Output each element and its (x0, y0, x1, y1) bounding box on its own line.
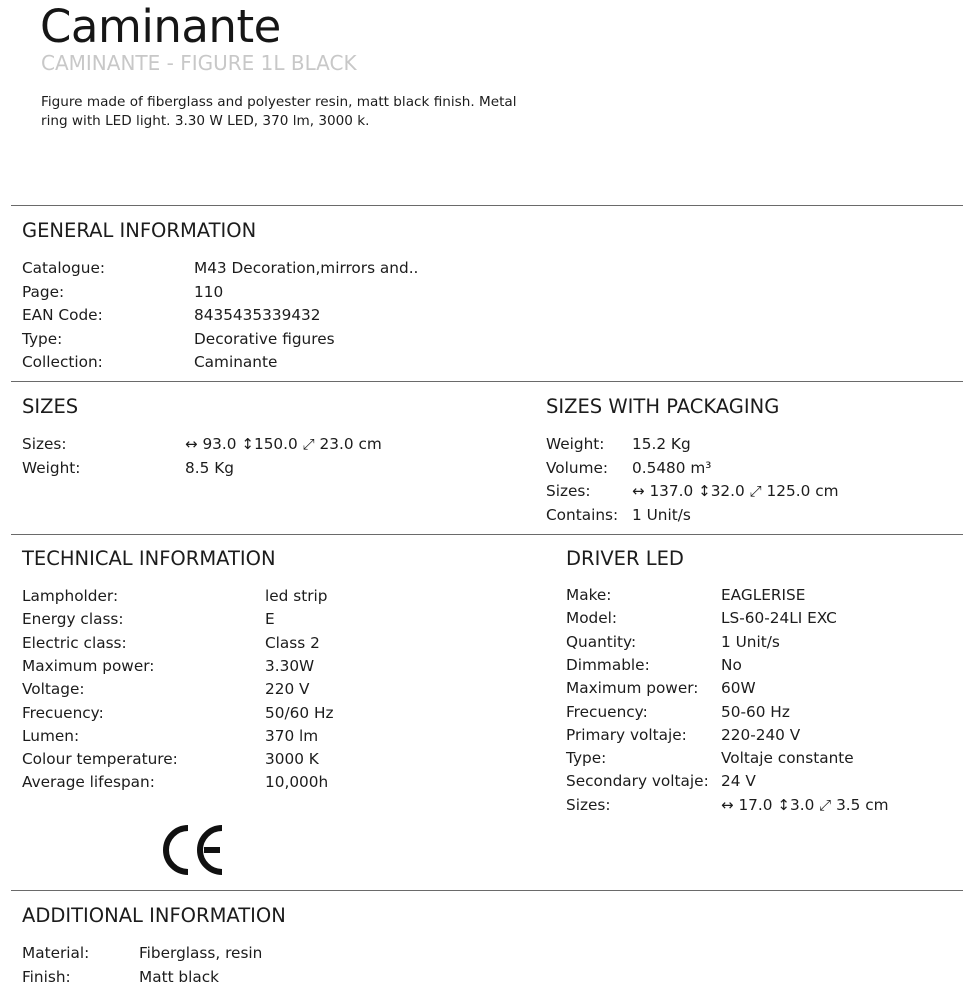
section-divider (11, 205, 963, 206)
page-title: Caminante (40, 0, 281, 53)
info-row (566, 631, 780, 654)
unit-label: cm (865, 795, 889, 814)
unit-label: cm (815, 482, 839, 500)
info-row (22, 304, 321, 327)
driver-led-heading: DRIVER LED (566, 547, 684, 570)
info-label: Make: (566, 586, 612, 604)
width-value: 17.0 (738, 795, 773, 814)
info-row (22, 281, 223, 304)
info-value: 3000 K (265, 750, 319, 769)
info-label: Average lifespan: (22, 773, 155, 792)
info-value: 60W (721, 679, 756, 698)
dimensions-value (632, 480, 839, 503)
info-label: Maximum power: (22, 656, 155, 675)
info-label: Page: (22, 282, 65, 301)
info-label: Material: (22, 944, 90, 962)
info-value: 110 (194, 282, 224, 301)
info-value: 8.5 Kg (185, 458, 234, 477)
info-row (546, 457, 711, 480)
general-information-heading: GENERAL INFORMATION (22, 219, 257, 242)
info-value: M43 Decoration,mirrors and.. (194, 259, 419, 277)
info-value: led strip (265, 587, 328, 605)
info-label: Voltage: (22, 680, 85, 699)
info-row (566, 701, 790, 724)
info-value: 3.30W (265, 656, 315, 675)
info-label: Sizes: (566, 795, 611, 814)
product-subtitle: CAMINANTE - FIGURE 1L BLACK (41, 51, 357, 75)
info-row (566, 607, 837, 630)
info-label: Contains: (546, 505, 619, 524)
product-description: Figure made of fiberglass and polyester resin, matt black finish. Metal ring with LED light. 3.30 W LED, 370 lm, 3000 k. (41, 94, 517, 129)
info-row (22, 655, 314, 678)
info-value: 8435435339432 (194, 306, 321, 324)
dimensions-value (721, 794, 889, 817)
info-label: Quantity: (566, 632, 637, 651)
info-row (566, 724, 800, 747)
info-row (566, 677, 756, 700)
height-icon: ↕ (241, 435, 254, 453)
depth-value: 3.5 (836, 795, 861, 814)
width-icon: ↔ (185, 435, 198, 453)
info-value: Decorative figures (194, 329, 335, 348)
info-value: 50-60 Hz (721, 702, 790, 721)
info-row (22, 966, 219, 989)
info-value: 50/60 Hz (265, 703, 334, 722)
width-icon: ↔ (721, 795, 734, 814)
info-row (546, 504, 691, 527)
info-label: Maximum power: (566, 679, 699, 698)
section-divider (11, 534, 963, 535)
depth-icon: ⤢ (302, 435, 315, 453)
info-row (22, 328, 335, 351)
depth-icon: ⤢ (819, 795, 832, 814)
info-value: 220-240 V (721, 725, 801, 744)
section-divider (11, 890, 963, 891)
info-label: Type: (22, 329, 63, 348)
info-label: Model: (566, 609, 618, 628)
info-label: Frecuency: (22, 703, 104, 722)
info-label: Collection: (22, 353, 103, 371)
info-value: Fiberglass, resin (139, 944, 263, 962)
info-row (22, 678, 310, 701)
info-label: Secondary voltaje: (566, 772, 709, 791)
info-value: 1 Unit/s (721, 632, 780, 651)
info-label: Primary voltaje: (566, 725, 687, 744)
height-icon: ↕ (698, 482, 711, 500)
info-label: Type: (566, 749, 607, 768)
unit-label: cm (358, 435, 382, 453)
info-row (22, 942, 262, 965)
info-label: Finish: (22, 967, 71, 986)
info-value: Voltaje constante (721, 749, 854, 768)
info-label: Volume: (546, 458, 609, 477)
info-value: 1 Unit/s (632, 505, 691, 524)
height-value: 150.0 (253, 435, 298, 453)
info-label: Catalogue: (22, 259, 106, 277)
info-row (546, 433, 691, 456)
info-value: EAGLERISE (721, 586, 806, 604)
info-value: Caminante (194, 353, 278, 371)
info-value: Class 2 (265, 633, 320, 652)
info-row (22, 433, 382, 456)
info-row (566, 747, 854, 770)
info-row (22, 771, 328, 794)
info-value: E (265, 610, 275, 629)
dimensions-value (185, 433, 382, 456)
info-label: Colour temperature: (22, 750, 178, 769)
info-label: Weight: (22, 458, 81, 477)
height-value: 32.0 (710, 482, 745, 500)
info-label: Sizes: (546, 482, 591, 500)
info-label: Lampholder: (22, 587, 119, 605)
additional-information-heading: ADDITIONAL INFORMATION (22, 904, 286, 927)
depth-value: 23.0 (319, 435, 354, 453)
ce-mark-icon (158, 822, 228, 878)
info-value: Matt black (139, 967, 220, 986)
info-value: LS-60-24LI EXC (721, 609, 837, 628)
info-value: 0.5480 m³ (632, 458, 712, 477)
info-label: Energy class: (22, 610, 124, 629)
info-value: 24 V (721, 772, 756, 791)
technical-information-heading: TECHNICAL INFORMATION (22, 547, 276, 570)
info-row (22, 702, 333, 725)
info-label: Sizes: (22, 435, 67, 453)
width-icon: ↔ (632, 482, 645, 500)
info-row (22, 585, 327, 608)
info-label: Frecuency: (566, 702, 648, 721)
info-row (546, 480, 839, 503)
height-icon: ↕ (777, 795, 790, 814)
height-value: 3.0 (789, 795, 815, 814)
info-row (22, 725, 318, 748)
info-row (566, 654, 742, 677)
info-value: No (721, 655, 742, 674)
section-divider (11, 381, 963, 382)
depth-value: 125.0 (766, 482, 811, 500)
info-row (22, 748, 319, 771)
info-row (22, 608, 275, 631)
info-label: Dimmable: (566, 655, 650, 674)
info-label: Lumen: (22, 726, 80, 745)
sizes-heading: SIZES (22, 395, 79, 418)
info-row (22, 632, 320, 655)
info-row (566, 770, 756, 793)
info-row (22, 257, 418, 280)
width-value: 93.0 (202, 435, 237, 453)
info-value: 15.2 Kg (632, 435, 691, 453)
info-value: 220 V (265, 680, 310, 699)
depth-icon: ⤢ (749, 482, 762, 500)
info-value: 370 lm (265, 726, 319, 745)
info-row (22, 351, 277, 374)
packaging-heading: SIZES WITH PACKAGING (546, 395, 780, 418)
info-label: Weight: (546, 435, 605, 453)
info-value: 10,000h (265, 773, 329, 792)
info-label: Electric class: (22, 633, 127, 652)
info-row (22, 457, 234, 480)
info-row (566, 584, 805, 607)
width-value: 137.0 (649, 482, 694, 500)
info-row (566, 794, 889, 817)
info-label: EAN Code: (22, 306, 103, 324)
